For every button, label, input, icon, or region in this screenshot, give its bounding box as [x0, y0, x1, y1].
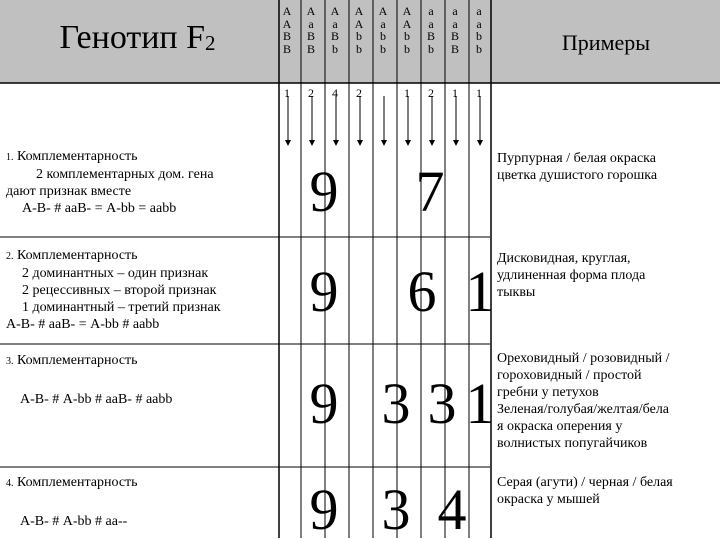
row-4-formula: А-В- # А-bb # аа--: [20, 514, 128, 529]
page-title: Генотип $F_2$: [59, 19, 216, 56]
row-4-description: 4. Комплементарность: [6, 475, 138, 490]
ratio-value: 3: [381, 477, 411, 540]
ratio-number: 1: [476, 86, 482, 100]
genotype-column: a a B B: [450, 4, 459, 56]
ratio-number: 1: [404, 86, 410, 100]
ratio-value: 1: [465, 259, 495, 324]
row-3-description: 3. Комплементарность: [6, 353, 138, 368]
ratio-number: 2: [428, 86, 434, 100]
genotype-column: A a B b: [330, 4, 340, 56]
examples-title: Примеры: [561, 30, 651, 55]
row-1-description: 1. Комплементарность 2 комплементарных дом. гена дают признак вместе А-В- # ааВ- = А-bb = ааbb: [6, 149, 214, 216]
row-4-example: Серая (агути) / черная / белая окраска у мышей: [497, 475, 673, 507]
row-1-example: Пурпурная / белая окраска цветка душистого горошка: [497, 151, 658, 183]
ratio-number: 2: [308, 86, 314, 100]
ratio-value: 9: [309, 477, 339, 540]
genotype-column: a a B b: [426, 4, 435, 56]
ratio-value: 9: [309, 259, 339, 324]
ratio-value: 1: [465, 371, 495, 436]
ratio-value: 3: [381, 371, 411, 436]
ratio-value: 9: [309, 371, 339, 436]
ratio-number: 1: [452, 86, 458, 100]
genotype-column: A A b b: [402, 4, 412, 56]
ratio-number: 2: [356, 86, 362, 100]
ratio-value: 4: [437, 477, 467, 540]
ratio-number: 4: [332, 86, 338, 100]
ratio-value: 9: [309, 159, 339, 224]
genotype-column: A A B B: [282, 4, 292, 56]
row-2-description: 2. Комплементарность 2 доминантных – один признак 2 рецессивных – второй признак 1 доминантный – третий признак А-В- # ааВ- = А-bb # ааbb: [6, 248, 221, 332]
ratio-number: 1: [284, 86, 290, 100]
ratio-value: 6: [407, 259, 437, 324]
genotype-column: A a b b: [378, 4, 388, 56]
title-subscript: 2: [205, 31, 216, 55]
genotype-column: A a B B: [306, 4, 316, 56]
genotype-column: a a b b: [476, 4, 482, 56]
genotype-column: A A b b: [354, 4, 364, 56]
ratio-value: 3: [427, 371, 457, 436]
row-2-example: Дисковидная, круглая, удлиненная форма плода тыквы: [497, 251, 646, 300]
row-3-formula: А-В- # А-bb # ааВ- # ааbb: [20, 392, 173, 407]
row-3-example: Ореховидный / розовидный / гороховидный / простой гребни у петухов Зеленая/голубая/желтая/бела я окраска оперения у волнистых попугайчиков: [497, 351, 670, 451]
ratio-value: 7: [415, 159, 445, 224]
